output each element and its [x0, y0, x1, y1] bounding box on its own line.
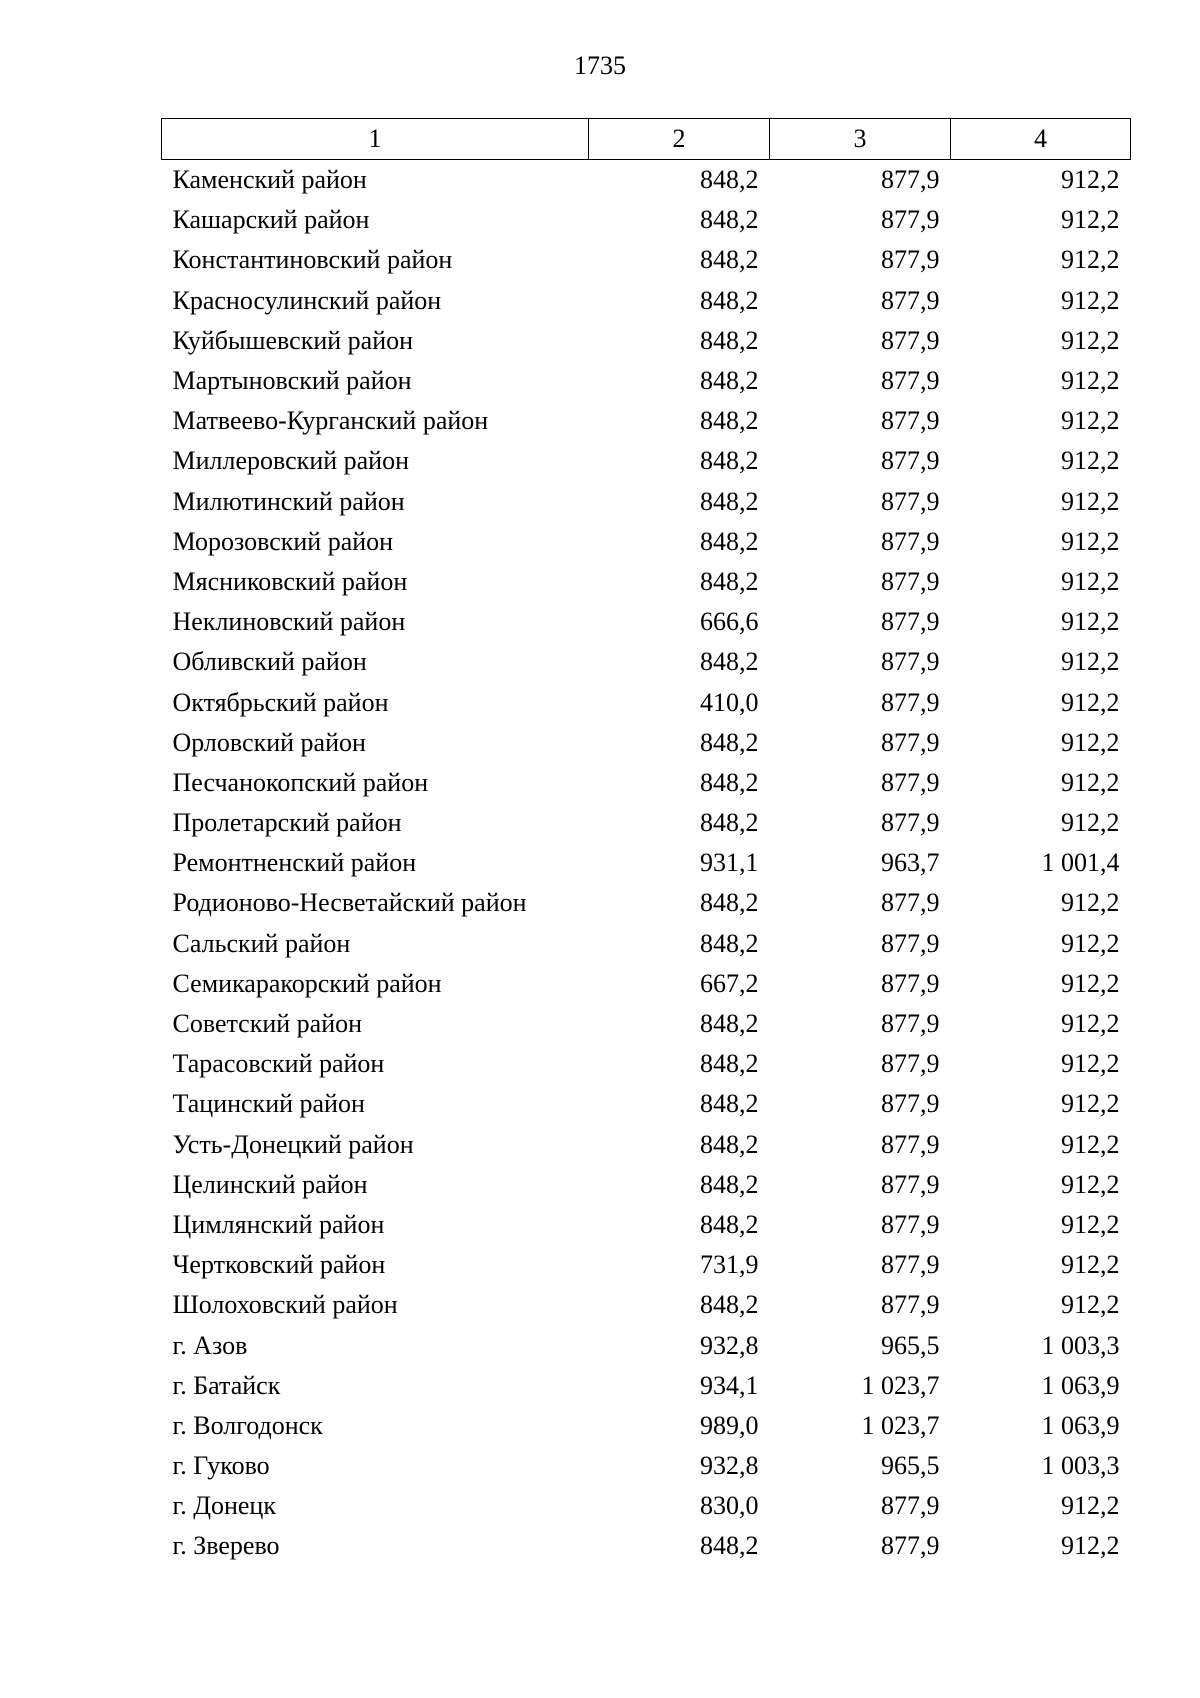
header-row — [162, 119, 1131, 160]
district-name-cell: Красносулинский район — [172, 285, 442, 315]
table-header — [162, 119, 1131, 160]
value-col2-cell: 848,2 — [700, 366, 759, 396]
district-name-cell: Пролетарский район — [172, 808, 402, 838]
value-col2-cell: 932,8 — [700, 1451, 759, 1481]
column-header-3: 3 — [770, 119, 951, 160]
value-col4-cell: 912,2 — [1061, 486, 1120, 516]
value-col3-cell: 877,9 — [881, 406, 940, 436]
value-col4-cell: 912,2 — [1061, 1531, 1120, 1561]
value-col2-cell: 848,2 — [700, 727, 759, 757]
value-col4-cell: 912,2 — [1061, 1169, 1120, 1199]
table-row — [162, 883, 1131, 923]
value-col3-cell: 877,9 — [881, 1290, 940, 1320]
value-col4-cell: 912,2 — [1061, 647, 1120, 677]
table-row — [162, 1325, 1131, 1365]
value-col3-cell: 877,9 — [881, 446, 940, 476]
value-col2-cell: 848,2 — [700, 888, 759, 918]
district-name-cell: Целинский район — [172, 1169, 368, 1199]
table-row — [162, 1205, 1131, 1245]
district-name-cell: Мартыновский район — [172, 366, 412, 396]
value-col4-cell: 912,2 — [1061, 1209, 1120, 1239]
district-name-cell: Неклиновский район — [172, 607, 406, 637]
district-name-cell: Каменский район — [172, 165, 367, 195]
value-col4-cell: 1 001,4 — [1041, 848, 1120, 878]
district-name-cell: Тацинский район — [172, 1089, 365, 1119]
table-row — [162, 1285, 1131, 1325]
table-row — [162, 803, 1131, 843]
table-row — [162, 200, 1131, 240]
value-col3-cell: 877,9 — [881, 1129, 940, 1159]
value-col3-cell: 877,9 — [881, 727, 940, 757]
data-table — [161, 118, 1131, 1567]
district-name-cell: Октябрьский район — [172, 687, 389, 717]
value-col3-cell: 877,9 — [881, 325, 940, 355]
value-col4-cell: 912,2 — [1061, 406, 1120, 436]
value-col2-cell: 848,2 — [700, 325, 759, 355]
district-name-cell: Цимлянский район — [172, 1209, 385, 1239]
table-row — [162, 1446, 1131, 1486]
value-col3-cell: 877,9 — [881, 1491, 940, 1521]
district-name-cell: Морозовский район — [172, 526, 394, 556]
value-col2-cell: 731,9 — [700, 1250, 759, 1280]
district-name-cell: Миллеровский район — [172, 446, 410, 476]
value-col4-cell: 912,2 — [1061, 1129, 1120, 1159]
value-col2-cell: 989,0 — [700, 1410, 759, 1440]
value-col4-cell: 912,2 — [1061, 1009, 1120, 1039]
value-col4-cell: 912,2 — [1061, 325, 1120, 355]
district-name-cell: Тарасовский район — [172, 1049, 385, 1079]
value-col2-cell: 666,6 — [700, 607, 759, 637]
value-col4-cell: 912,2 — [1061, 285, 1120, 315]
table-row — [162, 964, 1131, 1004]
table-row — [162, 723, 1131, 763]
district-name-cell: Мясниковский район — [172, 566, 408, 596]
district-name-cell: Кашарский район — [172, 205, 370, 235]
value-col2-cell: 848,2 — [700, 446, 759, 476]
value-col2-cell: 848,2 — [700, 808, 759, 838]
table-row — [162, 401, 1131, 441]
value-col2-cell: 848,2 — [700, 285, 759, 315]
value-col3-cell: 1 023,7 — [861, 1410, 940, 1440]
value-col2-cell: 848,2 — [700, 928, 759, 958]
district-name-cell: Чертковский район — [172, 1250, 386, 1280]
value-col2-cell: 848,2 — [700, 1089, 759, 1119]
district-name-cell: г. Зверево — [172, 1531, 280, 1561]
table-row — [162, 1526, 1131, 1566]
value-col3-cell: 877,9 — [881, 1049, 940, 1079]
value-col2-cell: 848,2 — [700, 1531, 759, 1561]
district-name-cell: Орловский район — [172, 727, 366, 757]
district-name-cell: Усть-Донецкий район — [172, 1129, 414, 1159]
district-name-cell: г. Гуково — [172, 1451, 270, 1481]
value-col3-cell: 1 023,7 — [861, 1370, 940, 1400]
value-col3-cell: 877,9 — [881, 165, 940, 195]
table-row — [162, 562, 1131, 602]
table-row — [162, 240, 1131, 280]
value-col2-cell: 848,2 — [700, 647, 759, 677]
value-col2-cell: 848,2 — [700, 1049, 759, 1079]
district-name-cell: Песчанокопский район — [172, 767, 429, 797]
value-col4-cell: 912,2 — [1061, 968, 1120, 998]
table-row — [162, 843, 1131, 883]
value-col3-cell: 877,9 — [881, 687, 940, 717]
value-col3-cell: 877,9 — [881, 566, 940, 596]
table-row — [162, 1044, 1131, 1084]
table-row — [162, 763, 1131, 803]
table-row — [162, 1245, 1131, 1285]
value-col2-cell: 830,0 — [700, 1491, 759, 1521]
value-col3-cell: 877,9 — [881, 1009, 940, 1039]
value-col4-cell: 912,2 — [1061, 1290, 1120, 1320]
table-row — [162, 1125, 1131, 1165]
table-row — [162, 1084, 1131, 1124]
district-name-cell: Семикаракорский район — [172, 968, 442, 998]
value-col4-cell: 912,2 — [1061, 366, 1120, 396]
value-col3-cell: 877,9 — [881, 366, 940, 396]
value-col4-cell: 912,2 — [1061, 767, 1120, 797]
value-col3-cell: 877,9 — [881, 888, 940, 918]
district-name-cell: Куйбышевский район — [172, 325, 414, 355]
value-col4-cell: 912,2 — [1061, 687, 1120, 717]
value-col3-cell: 877,9 — [881, 1209, 940, 1239]
value-col3-cell: 877,9 — [881, 808, 940, 838]
value-col3-cell: 877,9 — [881, 928, 940, 958]
district-name-cell: Обливский район — [172, 647, 367, 677]
value-col2-cell: 848,2 — [700, 406, 759, 436]
value-col4-cell: 912,2 — [1061, 1049, 1120, 1079]
table-row — [162, 642, 1131, 682]
value-col3-cell: 877,9 — [881, 1089, 940, 1119]
value-col3-cell: 877,9 — [881, 968, 940, 998]
value-col3-cell: 877,9 — [881, 607, 940, 637]
page-number: 1735 — [574, 51, 626, 80]
district-name-cell: г. Батайск — [172, 1370, 281, 1400]
value-col2-cell: 410,0 — [700, 687, 759, 717]
value-col2-cell: 848,2 — [700, 1209, 759, 1239]
value-col4-cell: 912,2 — [1061, 1089, 1120, 1119]
table-row — [162, 160, 1131, 201]
table-row — [162, 1165, 1131, 1205]
district-name-cell: Константиновский район — [172, 245, 453, 275]
value-col4-cell: 912,2 — [1061, 446, 1120, 476]
table-row — [162, 321, 1131, 361]
value-col2-cell: 848,2 — [700, 486, 759, 516]
value-col4-cell: 912,2 — [1061, 245, 1120, 275]
value-col4-cell: 912,2 — [1061, 1491, 1120, 1521]
value-col4-cell: 1 003,3 — [1041, 1451, 1120, 1481]
value-col3-cell: 877,9 — [881, 486, 940, 516]
value-col3-cell: 877,9 — [881, 767, 940, 797]
district-name-cell: г. Азов — [172, 1330, 248, 1360]
table-row — [162, 281, 1131, 321]
district-name-cell: Милютинский район — [172, 486, 405, 516]
table-row — [162, 1406, 1131, 1446]
value-col3-cell: 877,9 — [881, 1531, 940, 1561]
table-row — [162, 361, 1131, 401]
table-row — [162, 482, 1131, 522]
table-row — [162, 682, 1131, 722]
value-col3-cell: 877,9 — [881, 647, 940, 677]
value-col2-cell: 848,2 — [700, 245, 759, 275]
value-col3-cell: 963,7 — [881, 848, 940, 878]
district-name-cell: Ремонтненский район — [172, 848, 417, 878]
district-name-cell: Матвеево-Курганский район — [172, 406, 489, 436]
value-col4-cell: 912,2 — [1061, 808, 1120, 838]
value-col2-cell: 931,1 — [700, 848, 759, 878]
value-col3-cell: 877,9 — [881, 1250, 940, 1280]
value-col2-cell: 848,2 — [700, 1290, 759, 1320]
value-col4-cell: 912,2 — [1061, 165, 1120, 195]
value-col2-cell: 667,2 — [700, 968, 759, 998]
district-name-cell: Советский район — [172, 1009, 363, 1039]
value-col2-cell: 848,2 — [700, 1169, 759, 1199]
district-name-cell: Родионово-Несветайский район — [172, 888, 527, 918]
value-col2-cell: 848,2 — [700, 767, 759, 797]
value-col4-cell: 912,2 — [1061, 205, 1120, 235]
column-header-4: 4 — [951, 119, 1131, 160]
value-col4-cell: 912,2 — [1061, 526, 1120, 556]
value-col3-cell: 877,9 — [881, 526, 940, 556]
value-col2-cell: 848,2 — [700, 205, 759, 235]
value-col2-cell: 848,2 — [700, 566, 759, 596]
value-col4-cell: 912,2 — [1061, 607, 1120, 637]
value-col4-cell: 912,2 — [1061, 928, 1120, 958]
table-row — [162, 924, 1131, 964]
value-col4-cell: 912,2 — [1061, 1250, 1120, 1280]
table-row — [162, 1486, 1131, 1526]
table-row — [162, 441, 1131, 481]
table-body — [162, 160, 1131, 1567]
district-name-cell: г. Волгодонск — [172, 1410, 323, 1440]
value-col2-cell: 934,1 — [700, 1370, 759, 1400]
value-col2-cell: 848,2 — [700, 165, 759, 195]
value-col2-cell: 848,2 — [700, 1009, 759, 1039]
value-col3-cell: 877,9 — [881, 1169, 940, 1199]
value-col4-cell: 1 003,3 — [1041, 1330, 1120, 1360]
value-col2-cell: 932,8 — [700, 1330, 759, 1360]
table-row — [162, 1366, 1131, 1406]
table-row — [162, 1004, 1131, 1044]
value-col2-cell: 848,2 — [700, 1129, 759, 1159]
district-name-cell: г. Донецк — [172, 1491, 276, 1521]
value-col3-cell: 877,9 — [881, 245, 940, 275]
value-col3-cell: 877,9 — [881, 205, 940, 235]
column-header-2: 2 — [589, 119, 770, 160]
value-col4-cell: 912,2 — [1061, 888, 1120, 918]
district-name-cell: Сальский район — [172, 928, 351, 958]
value-col3-cell: 965,5 — [881, 1330, 940, 1360]
value-col4-cell: 912,2 — [1061, 727, 1120, 757]
column-header-1: 1 — [162, 119, 589, 160]
value-col3-cell: 877,9 — [881, 285, 940, 315]
value-col2-cell: 848,2 — [700, 526, 759, 556]
value-col4-cell: 1 063,9 — [1041, 1410, 1120, 1440]
table-row — [162, 602, 1131, 642]
value-col4-cell: 912,2 — [1061, 566, 1120, 596]
value-col4-cell: 1 063,9 — [1041, 1370, 1120, 1400]
district-name-cell: Шолоховский район — [172, 1290, 398, 1320]
table-row — [162, 522, 1131, 562]
value-col3-cell: 965,5 — [881, 1451, 940, 1481]
